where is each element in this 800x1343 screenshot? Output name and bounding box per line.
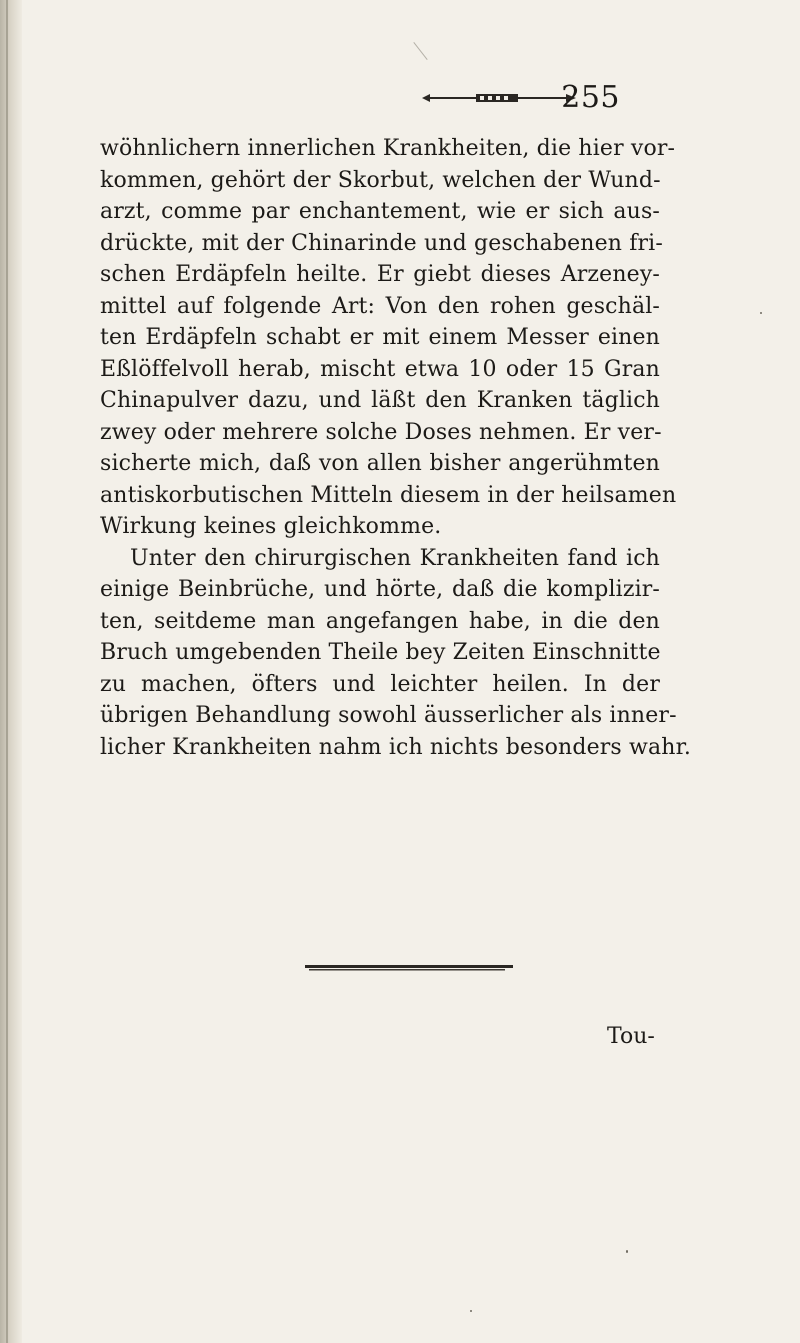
binding-shadow-line (6, 0, 8, 1343)
text-line: ten, seitdeme man angefangen habe, in die den (100, 608, 660, 634)
page-number: 255 (561, 80, 620, 115)
text-line: Chinapulver dazu, und läßt den Kranken täglich (100, 388, 660, 413)
text-line: sicherte mich, daß von allen bisher angerühmten (100, 451, 660, 476)
text-line: arzt, comme par enchantement, wie er sich aus- (100, 199, 660, 224)
body-text (100, 133, 691, 763)
paper-speck (760, 312, 762, 314)
text-line: schen Erdäpfeln heilte. Er giebt dieses Arzeney- (100, 262, 660, 287)
pencil-mark (413, 42, 427, 60)
text-line: wöhnlichern innerlichen Krankheiten, die hier vor- (100, 136, 676, 161)
text-line: ten Erdäpfeln schabt er mit einem Messer einen (100, 325, 660, 350)
text-line: zwey oder mehrere solche Doses nehmen. Er ver- (100, 419, 662, 445)
text-line: einige Beinbrüche, und hörte, daß die komplizir- (100, 577, 660, 602)
paper-speck (470, 1310, 472, 1312)
text-line: mittel auf folgende Art: Von den rohen geschäl- (100, 293, 660, 319)
text-line: übrigen Behandlung sowohl äusserlicher als inner- (100, 703, 677, 728)
header-ornament (420, 92, 580, 104)
page-header (0, 78, 800, 118)
text-line: drückte, mit der Chinarinde und geschabenen fri- (100, 230, 663, 256)
text-line: Bruch umgebenden Theile bey Zeiten Einschnitte (100, 640, 661, 665)
text-line: zu machen, öfters und leichter heilen. In der (100, 671, 660, 697)
paragraph-end-line: Wirkung keines gleichkomme. (100, 514, 442, 539)
text-line: kommen, gehört der Skorbut, welchen der Wund- (100, 167, 661, 193)
paragraph-start-line: Unter den chirurgischen Krankheiten fand ich (130, 545, 660, 571)
text-line: licher Krankheiten nahm ich nichts besonders wahr. (100, 734, 691, 760)
binding-edge (0, 0, 22, 1343)
text-line: antiskorbutischen Mitteln diesem in der heilsamen (100, 482, 677, 508)
paper-speck (626, 1250, 628, 1253)
closing-rule (305, 965, 513, 972)
text-line: Eßlöffelvoll herab, mischt etwa 10 oder 15 Gran (100, 356, 660, 382)
catchword: Tou- (607, 1024, 655, 1049)
